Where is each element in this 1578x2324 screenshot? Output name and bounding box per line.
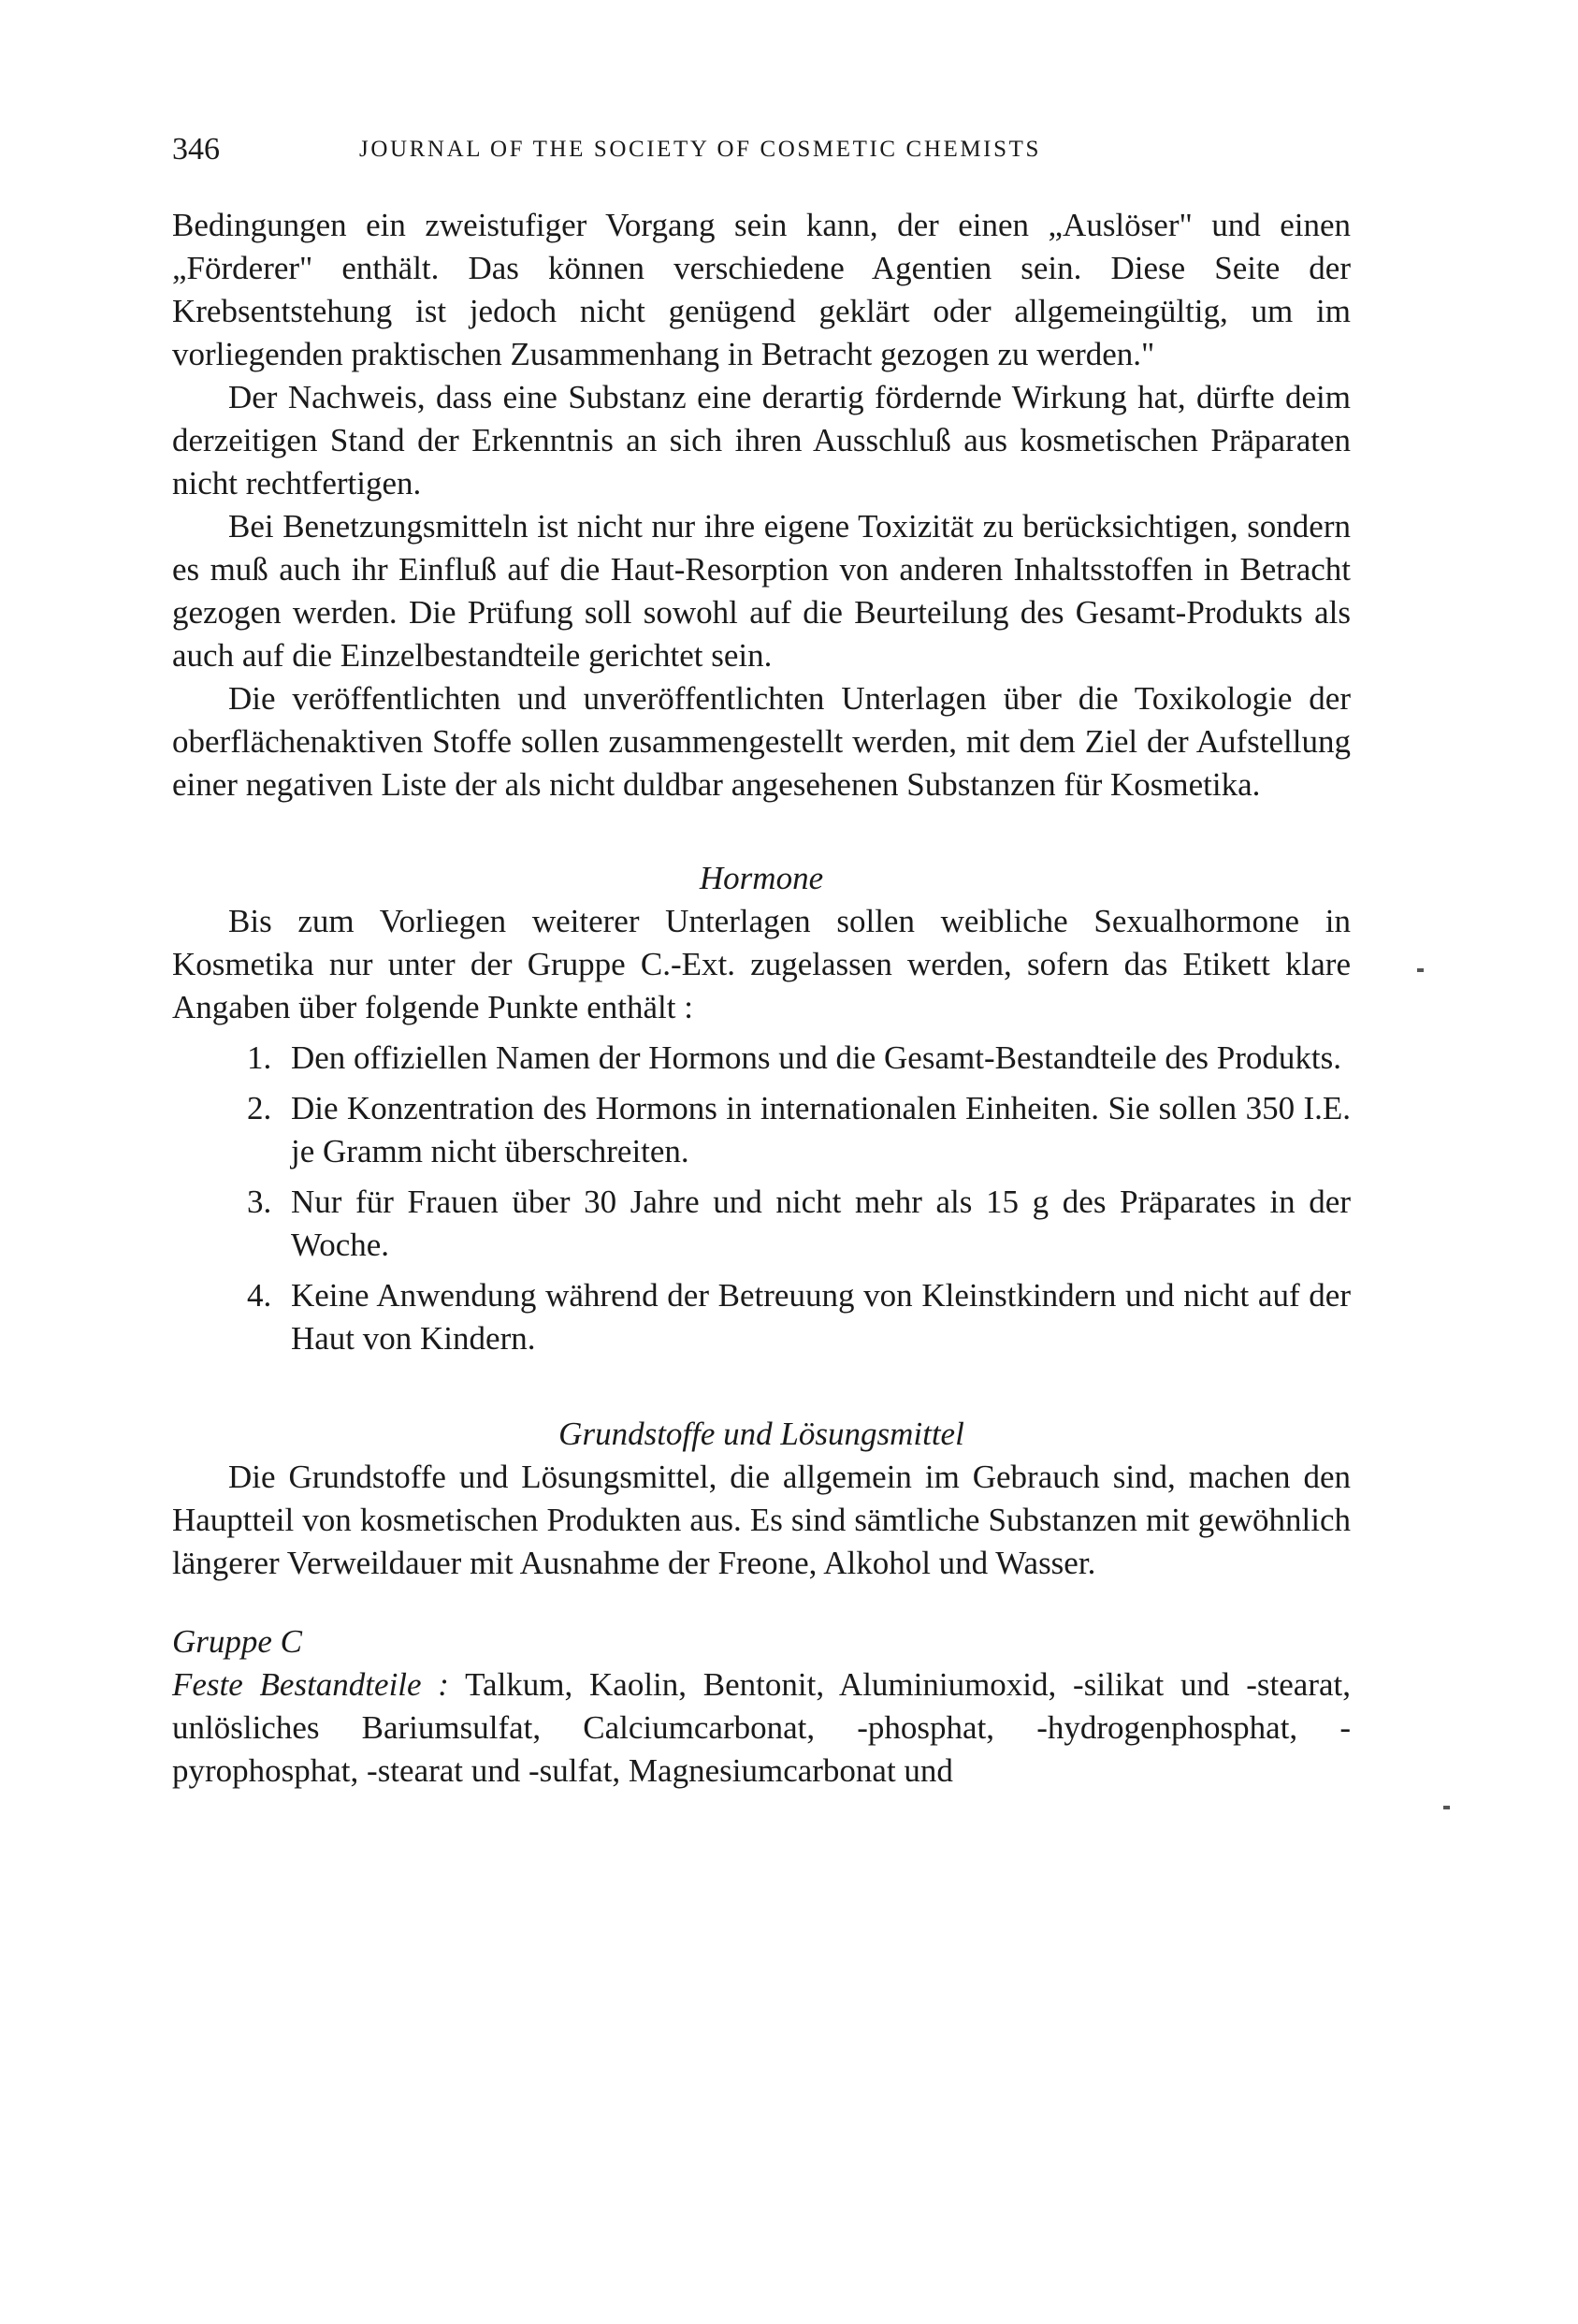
list-item-text: Keine Anwendung während der Betreuung von Kleinstkindern und nicht auf der Haut von Kindern. — [291, 1277, 1351, 1357]
paragraph-toxikologie: Die veröffentlichten und unveröffentlichten Unterlagen über die Toxikologie der oberflächenaktiven Stoffe sollen zusammengestellt werden, mit dem Ziel der Aufstellung einer negativen Liste der als nicht duldbar angesehenen Substanzen für Kosmetika. — [172, 680, 1351, 803]
paragraph-nachweis: Der Nachweis, dass eine Substanz eine derartig fördernde Wirkung hat, dürfte deim derzeitigen Stand der Erkenntnis an sich ihren Ausschluß aus kosmetischen Präparaten nicht rechtfertigen. — [172, 379, 1351, 501]
paragraph-benetzungsmittel: Bei Benetzungsmitteln ist nicht nur ihre eigene Toxizität zu berücksichtigen, sondern es muß auch ihr Einfluß auf die Haut-Resorption von anderen Inhaltsstoffen in Betracht gezogen werden. Die Prüfung soll sowohl auf die Beurteilung des Gesamt-Produkts als auch auf die Einzelbestandteile gerichtet sein. — [172, 508, 1351, 674]
page-number: 346 — [172, 132, 220, 167]
paragraph-gruppe-c-text: Talkum, Kaolin, Bentonit, Aluminiumoxid, -silikat und -stearat, unlösliches Bariumsulfat, Calciumcarbonat, -phosphat, -hydrogenphosphat, -pyrophosphat, -stearat und -sulfat, Magnesiumcarbonat und — [172, 1666, 1351, 1789]
paragraph-gruppe-c — [172, 1663, 1351, 1793]
margin-mark — [1417, 968, 1424, 972]
list-item-number: 4. — [247, 1277, 272, 1314]
margin-mark — [1443, 1806, 1450, 1809]
paragraph-grundstoffe: Die Grundstoffe und Lösungsmittel, die allgemein im Gebrauch sind, machen den Hauptteil von kosmetischen Produkten aus. Es sind sämtliche Substanzen mit gewöhnlich längerer Verweildauer mit Ausnahme der Freone, Alkohol und Wasser. — [172, 1459, 1351, 1581]
list-item — [172, 1181, 1351, 1267]
running-head: JOURNAL OF THE SOCIETY OF COSMETIC CHEMISTS — [359, 137, 1041, 162]
hormone-requirements-list — [172, 1037, 1351, 1360]
list-item-number: 1. — [247, 1039, 272, 1076]
list-item — [172, 1087, 1351, 1173]
list-item-text: Nur für Frauen über 30 Jahre und nicht mehr als 15 g des Präparates in der Woche. — [291, 1184, 1351, 1263]
subsection-heading-gruppe-c: Gruppe C — [172, 1623, 303, 1660]
section-heading-grundstoffe: Grundstoffe und Lösungsmittel — [558, 1416, 964, 1452]
run-in-lead: Feste Bestandteile : — [172, 1666, 449, 1703]
list-item — [172, 1274, 1351, 1360]
list-item-number: 3. — [247, 1184, 272, 1220]
list-item-number: 2. — [247, 1090, 272, 1126]
list-item — [172, 1037, 1351, 1080]
list-item-text: Die Konzentration des Hormons in internationalen Einheiten. Sie sollen 350 I.E. je Gramm nicht überschreiten. — [291, 1090, 1351, 1169]
body-text — [172, 204, 1351, 1793]
paragraph-hormone-intro: Bis zum Vorliegen weiterer Unterlagen sollen weibliche Sexualhormone in Kosmetika nur unter der Gruppe C.-Ext. zugelassen werden, sofern das Etikett klare Angaben über folgende Punkte enthält : — [172, 903, 1351, 1025]
page-header — [172, 127, 1351, 172]
section-heading-hormone: Hormone — [699, 860, 824, 896]
list-item-text: Den offiziellen Namen der Hormons und die Gesamt-Bestandteile des Produkts. — [291, 1039, 1341, 1076]
paragraph-continuation: Bedingungen ein zweistufiger Vorgang sein kann, der einen „Auslöser" und einen „Förderer" enthält. Das können verschiedene Agentien sein. Diese Seite der Krebsentstehung ist jedoch nicht genügend geklärt oder allgemeingültig, um im vorliegenden praktischen Zusammenhang in Betracht gezogen zu werden." — [172, 207, 1351, 372]
